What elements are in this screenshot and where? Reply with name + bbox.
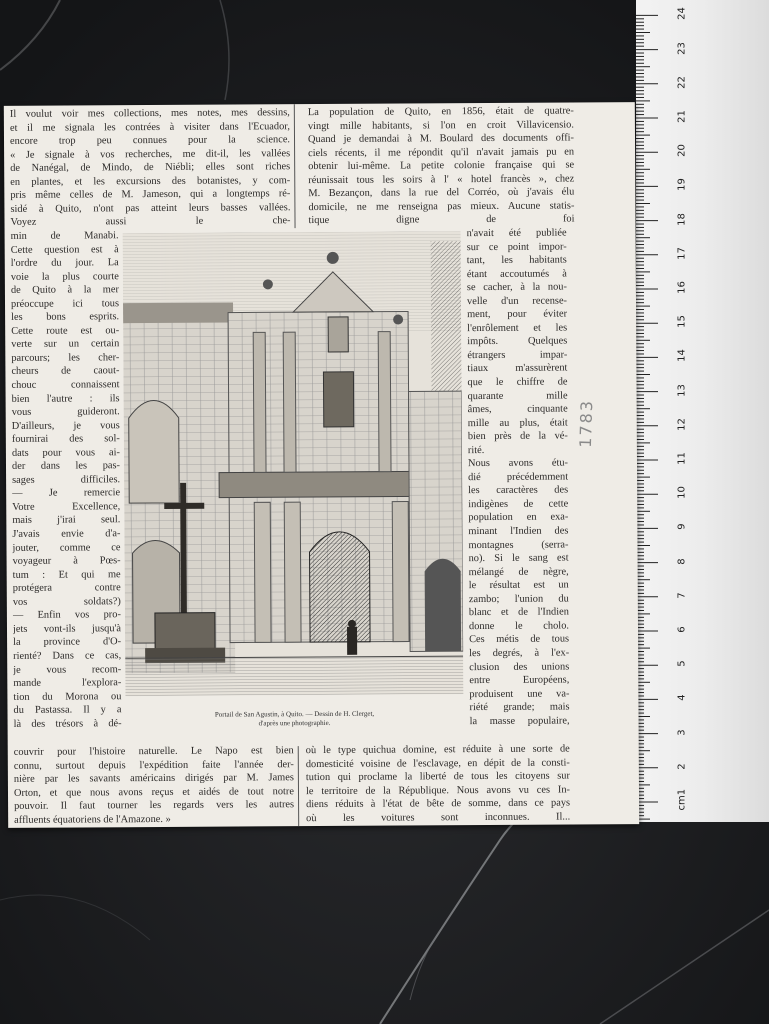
text-line: encore trop peu connues pour la science. (9, 134, 291, 147)
text-line: bien l'autre : ils (11, 392, 120, 405)
text-column-right-narrow (467, 226, 570, 728)
text-line: mélangé de nègre, (468, 566, 569, 578)
ruler-unit-label: cm1 (676, 788, 688, 811)
ruler-number: 14 (676, 349, 688, 363)
text-line: affluents équatoriens de l'Amazone. » (14, 813, 171, 826)
text-line: vingt mille habitants, si l'on en croit Villavicensio. (307, 118, 574, 132)
engraving-caption (126, 709, 464, 729)
text-line: et il me signala les contrées à visiter dans l'Ecuador, (9, 120, 290, 134)
text-line: la masse populaire, (469, 715, 570, 727)
ruler-number: 18 (676, 212, 688, 226)
text-line: mille au plus, était (467, 417, 568, 429)
text-line: protégera contre (12, 582, 121, 595)
text-line: J'avais envie d'a- (12, 528, 121, 540)
text-line: diens réduits à l'état de bête de somme, dans ce pays (306, 797, 571, 811)
text-line: « Je signale à vos recherches, me dit-il, les vallées (10, 147, 291, 161)
ruler-number: 9 (676, 523, 688, 531)
text-line: rienté? Dans ce cas, (13, 650, 122, 662)
text-line: la province d'O- (13, 636, 122, 649)
text-column-left-top (10, 106, 291, 230)
text-line: — Je remercie (12, 487, 121, 500)
text-line: montagnes (serra- (468, 539, 569, 551)
ruler-number: 13 (676, 383, 688, 397)
text-line: chouc connaissent (11, 379, 120, 391)
ruler-number: 16 (676, 281, 688, 294)
ruler-number: 21 (676, 110, 688, 123)
text-line: cheurs de caout- (11, 365, 120, 378)
text-column-left-bottom (14, 744, 294, 827)
text-line: dats pour vous ai- (11, 446, 120, 459)
text-line: D'ailleurs, je vous (11, 419, 120, 432)
magazine-page (4, 102, 639, 828)
text-line: l'ordre du jour. La (10, 257, 119, 269)
text-line: Orton, et que nous avons reçus et aidés de tout notre (13, 785, 295, 799)
column-rule (294, 104, 296, 228)
text-line: impôts. Quelques (467, 335, 568, 348)
ruler-number: 3 (676, 728, 688, 736)
text-line: produisent une va- (469, 688, 570, 700)
text-line: dié précédemment (468, 471, 569, 483)
text-line: pris même celles de M. Jameson, qui a longtemps ré- (10, 188, 291, 202)
text-line: pouvoir. Il faut tourner les regards vers les autres (14, 799, 295, 813)
ruler-number: 7 (676, 592, 688, 599)
ruler-number: 10 (676, 486, 688, 500)
text-column-right-bottom (306, 742, 570, 825)
ruler-number: 19 (676, 178, 688, 192)
text-line: étant accoutumés à (466, 268, 567, 280)
text-line: réunissait tous les soirs à l' « hotel francès », chez (308, 173, 575, 186)
text-line: les degrés, à l'ex- (469, 647, 570, 660)
text-line: Cette question est à (10, 243, 119, 256)
text-line: tique digne de foi (308, 213, 575, 227)
text-line: no). Si le sang est (468, 552, 569, 565)
text-line: fournirai des sol- (11, 433, 120, 446)
text-line: population en exa- (468, 511, 569, 524)
ruler-number: 4 (676, 694, 688, 702)
text-line: quarante mille (467, 390, 568, 402)
text-line: blanc et de l'Indien (468, 606, 569, 619)
text-line: der dans les pas- (11, 460, 121, 473)
ruler-number: 17 (676, 246, 688, 260)
text-line: bien près de la vé- (467, 430, 568, 443)
text-line: tiaux m'assurèrent (467, 362, 568, 375)
text-line: Quand je demandai à M. Boulard des documents offi- (307, 132, 575, 146)
text-line: voyageur à Pœs- (12, 555, 121, 568)
text-line: vos soldats?) (12, 595, 121, 608)
text-line: préoccupe ici tous (10, 297, 120, 310)
text-line: indigènes de cette (468, 498, 569, 511)
text-line: mais j'irai seul. (12, 514, 121, 527)
text-line: ment, pour éviter (467, 308, 568, 321)
text-line: sidé à Quito, n'ont pas atteint leurs basses vallées. (10, 202, 291, 215)
ruler-number: 11 (676, 452, 688, 465)
text-line: obtenir lui-même. La petite colonie française qui se (308, 159, 575, 173)
ruler-number: 20 (676, 144, 688, 158)
text-line: M. Bezançon, dans la rue del Corréo, où j'avais élu (308, 186, 575, 200)
text-line: jouter, comme ce (12, 541, 121, 554)
text-line: que le chiffre de (467, 376, 568, 389)
text-line: là des trésors à dé- (13, 717, 122, 730)
text-line: âmes, cinquante (467, 403, 568, 416)
column-rule-bottom (298, 746, 299, 826)
text-line: n'avait été publiée (466, 227, 567, 240)
text-line: domesticité voisine de l'esclavage, en dépit de la consti- (305, 757, 570, 770)
text-line: clusion des unions (469, 660, 570, 673)
ruler (636, 0, 769, 822)
pencil-inventory-number: 1783 (575, 398, 597, 448)
ruler-number: 24 (676, 7, 688, 21)
text-line: jets vont-ils jusqu'à (12, 623, 122, 635)
text-line: se cacher, à la nou- (466, 281, 567, 294)
text-line: couvrir pour l'histoire naturelle. Le Napo est bien (13, 745, 294, 758)
text-line: Cette route est ou- (11, 325, 120, 337)
ruler-number: 5 (676, 660, 688, 667)
text-line: de Nanégal, de Mindo, de Niébli; elles sont riches (10, 161, 291, 175)
church-portal-engraving (123, 231, 464, 696)
text-line: entre Européens, (469, 674, 570, 687)
text-line: voie la plus courte (10, 270, 119, 283)
text-line: ciels récents, il me répondit qu'il n'avait jamais pu en (308, 146, 575, 159)
text-line: où les voitures sont inconnues. Il... (306, 811, 571, 824)
text-line: je vous recom- (13, 663, 122, 676)
text-line: Votre Excellence, (12, 501, 121, 513)
text-line: velle d'un recense- (466, 295, 568, 307)
text-line: sur ce point impor- (466, 241, 567, 253)
text-line: minant l'Indien des (468, 525, 569, 538)
text-column-left-narrow (11, 229, 122, 731)
text-line: mande l'explora- (13, 677, 122, 689)
text-line: où le type quichua domine, est réduite à une sorte de (305, 743, 570, 757)
text-line: de Quito à la mer (10, 284, 119, 297)
text-line: Il voulut voir mes collections, mes notes, mes dessins, (9, 107, 290, 120)
ruler-number: 12 (676, 417, 688, 431)
text-line: tion du Morona ou (13, 690, 122, 703)
text-line: Ces métis de tous (469, 633, 570, 646)
text-line: Voyez aussi le che- (10, 215, 291, 229)
text-line: vous guideront. (11, 406, 120, 419)
text-line: verte sur un certain (11, 338, 120, 351)
text-line: les bons esprits. (11, 311, 120, 324)
text-line: Nous avons étu- (467, 457, 569, 470)
text-line: rité. (467, 444, 485, 456)
text-line: l'enrôlement et les (467, 322, 568, 334)
ruler-number: 15 (676, 315, 688, 329)
caption-line-2: d'après une photographie. (258, 718, 331, 728)
text-line: parcours; les cher- (11, 352, 120, 364)
text-line: donne le cholo. (468, 620, 570, 632)
text-line: tution qui proclame la liberté de tous les citoyens sur (305, 770, 570, 784)
text-line: riété grande; mais (469, 701, 570, 714)
text-line: étrangers impar- (467, 349, 568, 362)
ruler-number: 6 (676, 626, 688, 633)
text-line: zambo; l'union du (468, 593, 569, 605)
text-line: les caractères des (468, 484, 569, 497)
text-line: sages difficiles. (12, 474, 121, 486)
text-line: le territoire de la République. Nous avons vu ces In- (305, 784, 571, 797)
text-line: — Enfin vos pro- (12, 609, 121, 622)
text-line: tant, les habitants (466, 254, 567, 267)
ruler-number: 8 (676, 557, 688, 565)
text-line: domicile, ne me renseigna pas mieux. Aucune statis- (308, 200, 575, 213)
ruler-number: 2 (676, 763, 688, 770)
text-line: La population de Quito, en 1856, était de quatre- (307, 105, 574, 119)
ruler-ticks (636, 0, 769, 822)
text-line: le résultat est un (468, 579, 569, 592)
text-line: tum : Et qui me (12, 568, 121, 581)
caption-line-1: Portail de San Agustin, à Quito. — Dessin de H. Clerget, (214, 709, 375, 719)
text-line: du Pastassa. Il y a (13, 704, 122, 717)
text-line: nière par les savants américains dirigés par M. James (13, 772, 294, 785)
text-line: connu, surtout depuis l'expédition faite l'année der- (13, 758, 294, 772)
ruler-number: 23 (676, 41, 688, 55)
text-column-right-top (308, 104, 575, 228)
text-line: min de Manabi. (10, 230, 119, 242)
text-line: en plantes, et les excursions des botanistes, y com- (10, 174, 291, 188)
ruler-number: 22 (676, 75, 688, 89)
